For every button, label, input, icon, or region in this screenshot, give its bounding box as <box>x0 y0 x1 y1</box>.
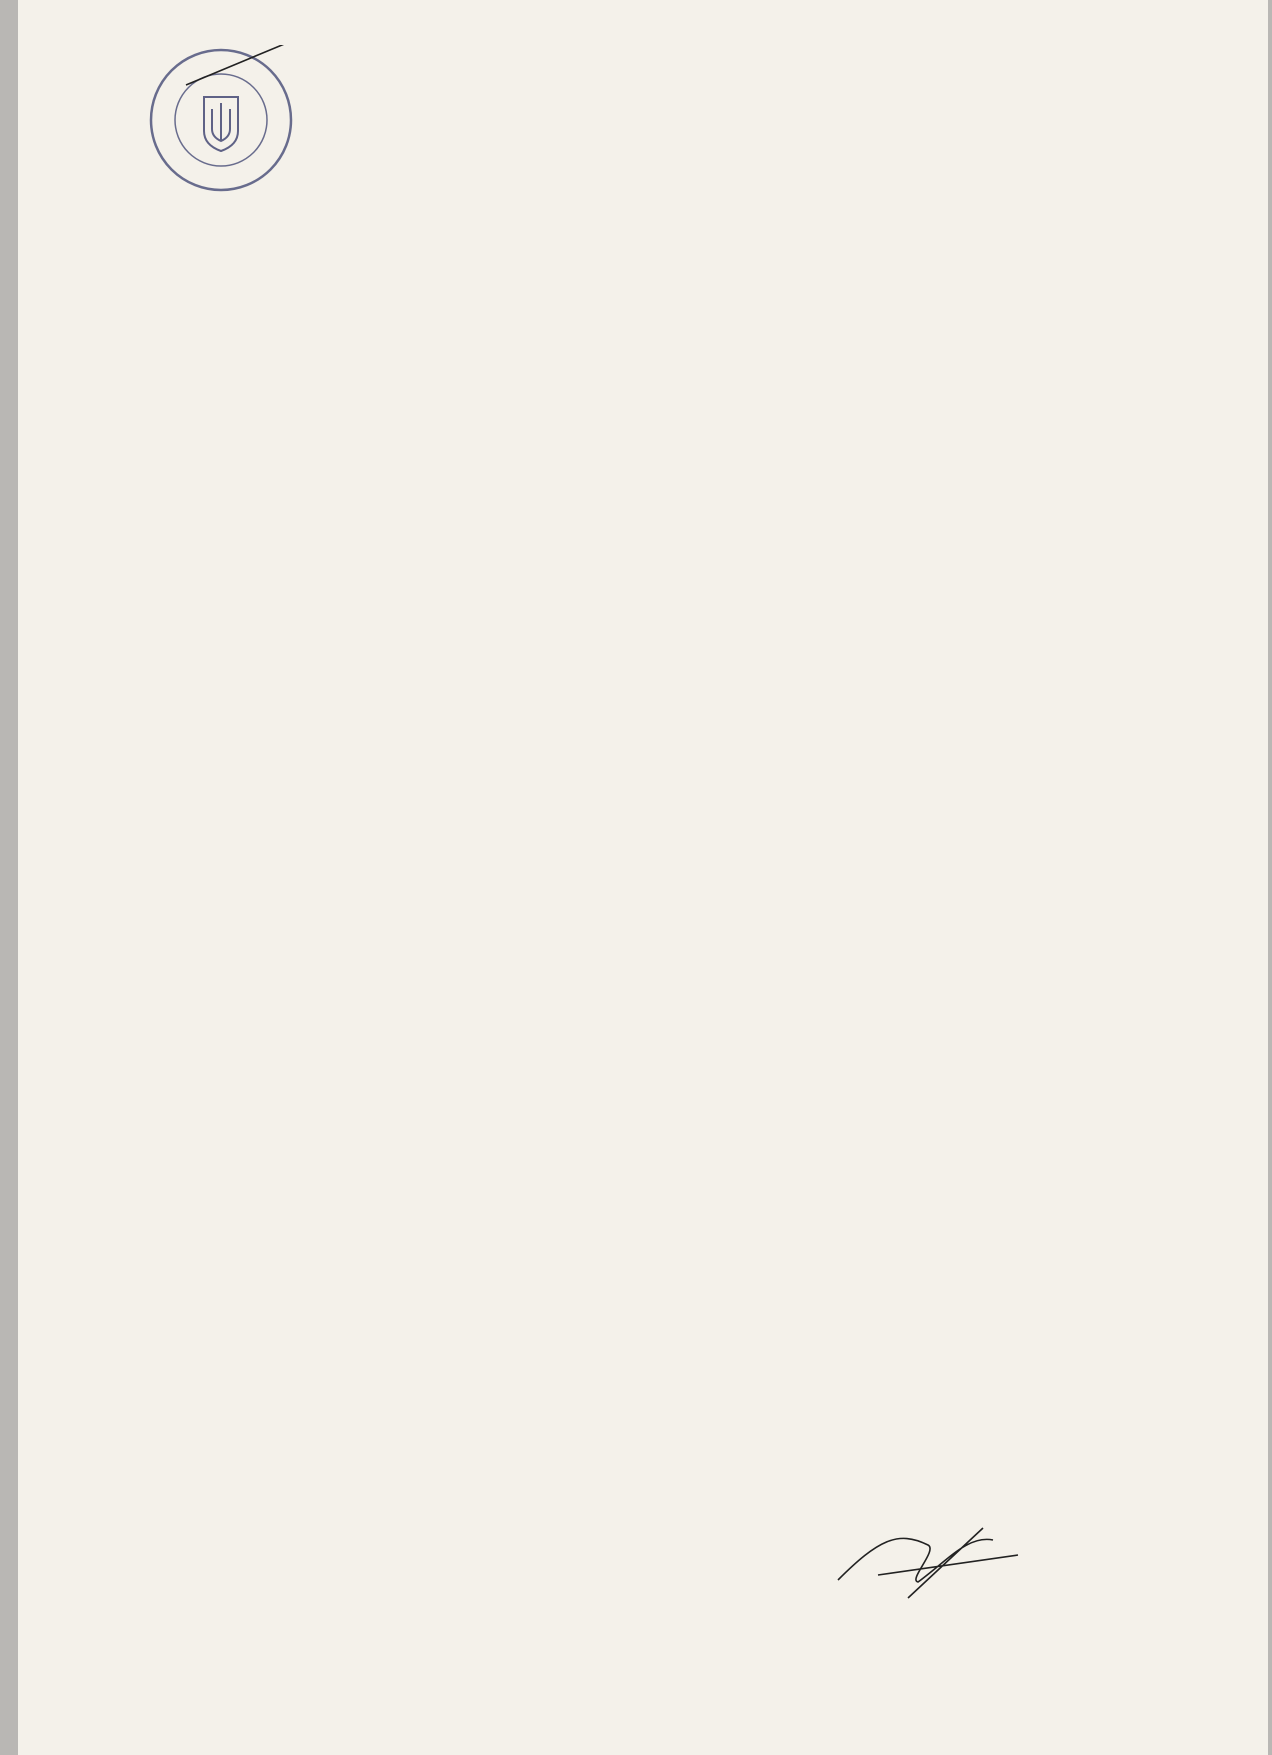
date-column-header <box>76 262 176 306</box>
dean-signature <box>818 1520 1058 1600</box>
document-page <box>18 0 1268 1755</box>
schedule-grid <box>18 0 1268 1755</box>
